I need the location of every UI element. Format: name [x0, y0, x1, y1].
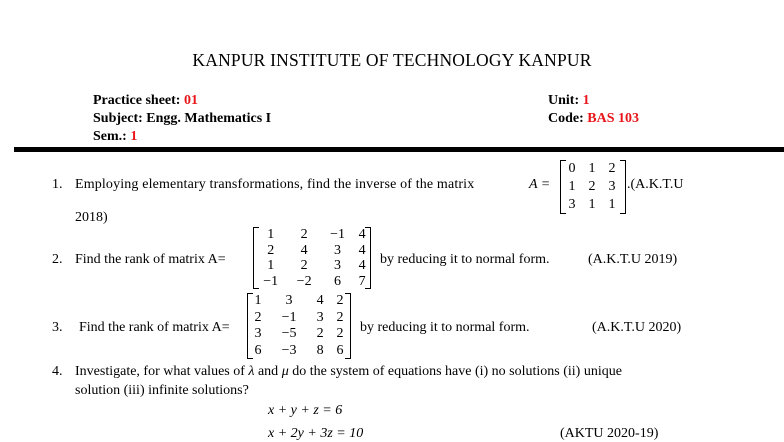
matrix-cell: 2	[267, 242, 275, 258]
question-1-text: Employing elementary transformations, find the inverse of the matrix	[75, 177, 475, 192]
matrix-cell: −5	[281, 326, 297, 341]
sem-line	[93, 129, 137, 145]
question-4-line-1	[75, 364, 622, 380]
practice-sheet-line	[93, 93, 198, 109]
matrix-cell: 1	[588, 197, 596, 212]
matrix-cell: 6	[334, 273, 342, 289]
sem-label: Sem.:	[93, 129, 127, 144]
matrix-cell: −1	[330, 227, 345, 242]
matrix-cell: 6	[254, 342, 262, 358]
matrix-cell: 3	[316, 309, 324, 325]
matrix-cell: 1	[267, 227, 275, 242]
matrix-cell: 4	[300, 242, 308, 258]
matrix-cell: −3	[281, 342, 297, 358]
sem-value: 1	[130, 129, 138, 144]
subject-line: Subject: Engg. Mathematics I	[93, 111, 272, 126]
question-2-text: Find the rank of matrix A=	[75, 252, 226, 267]
matrix-cell: 1	[267, 258, 275, 273]
mu-symbol: μ	[281, 364, 289, 379]
matrix-cell: 1	[254, 293, 262, 308]
matrix-cell: −1	[281, 309, 297, 325]
question-4-number: 4.	[52, 364, 63, 379]
practice-sheet-value: 01	[183, 93, 198, 108]
question-3-after-text: by reducing it to normal form.	[360, 320, 530, 335]
question-3-source: (A.K.T.U 2020)	[592, 320, 682, 335]
matrix-cell: 2	[254, 309, 262, 325]
question-4-line-2: solution (iii) infinite solutions?	[75, 383, 249, 398]
header-divider	[14, 147, 784, 152]
question-2-source: (A.K.T.U 2019)	[588, 252, 678, 267]
matrix-cell: 2	[300, 227, 308, 242]
matrix-cell: −1	[263, 273, 279, 289]
equation-2: x + 2y + 3z = 10	[268, 426, 364, 441]
question-4-source: (AKTU 2020-19)	[560, 426, 659, 441]
matrix-cell: 1	[588, 161, 596, 176]
matrix-cell: 2	[336, 293, 344, 308]
matrix-cell: 7	[358, 273, 366, 289]
matrix-cell: 3	[254, 326, 262, 341]
institute-title: KANPUR INSTITUTE OF TECHNOLOGY KANPUR	[192, 50, 592, 70]
question-1-matrix-prefix: A =	[529, 177, 551, 192]
matrix-cell: 1	[568, 179, 576, 194]
question-1-matrix	[560, 160, 626, 214]
matrix-cell: 1	[608, 197, 616, 212]
code-label: Code:	[548, 111, 584, 126]
question-4-text-a: Investigate, for what values of	[75, 364, 245, 379]
question-1-suffix: .(A.K.T.U	[627, 177, 684, 192]
matrix-cell: 3	[334, 258, 342, 273]
question-2-after-text: by reducing it to normal form.	[380, 252, 550, 267]
question-2-number: 2.	[52, 252, 63, 267]
matrix-cell: 3	[285, 293, 293, 308]
question-1-number: 1.	[52, 177, 63, 192]
question-4-and: and	[257, 364, 279, 379]
matrix-cell: 4	[358, 227, 366, 242]
unit-value: 1	[582, 93, 590, 108]
matrix-cell: 8	[316, 342, 324, 358]
matrix-cell: 3	[608, 179, 616, 194]
lambda-symbol: λ	[248, 364, 255, 379]
matrix-cell: 3	[568, 197, 576, 212]
matrix-cell: 3	[334, 242, 342, 258]
matrix-cell: 2	[608, 161, 616, 176]
practice-sheet-label: Practice sheet:	[93, 93, 181, 108]
question-3-matrix	[247, 293, 351, 359]
matrix-cell: 2	[316, 326, 324, 341]
matrix-cell: 6	[336, 342, 344, 358]
code-value: BAS 103	[587, 111, 640, 126]
matrix-cell: 2	[588, 179, 596, 194]
matrix-cell: 4	[358, 258, 366, 273]
matrix-cell: 2	[336, 326, 344, 341]
equation-1: x + y + z = 6	[268, 403, 343, 418]
unit-line	[548, 93, 590, 109]
matrix-cell: 2	[300, 258, 308, 273]
question-4-text-b: do the system of equations have (i) no solutions (ii) unique	[292, 364, 622, 379]
matrix-cell: 0	[568, 161, 576, 176]
question-3-text: Find the rank of matrix A=	[79, 320, 230, 335]
matrix-cell: 2	[336, 309, 344, 325]
matrix-cell: −2	[296, 273, 312, 289]
matrix-cell: 4	[358, 242, 366, 258]
code-line	[548, 111, 639, 127]
question-3-number: 3.	[52, 320, 63, 335]
question-1-continuation: 2018)	[75, 210, 108, 225]
question-2-matrix	[253, 227, 371, 289]
unit-label: Unit:	[548, 93, 580, 108]
matrix-cell: 4	[316, 293, 324, 308]
